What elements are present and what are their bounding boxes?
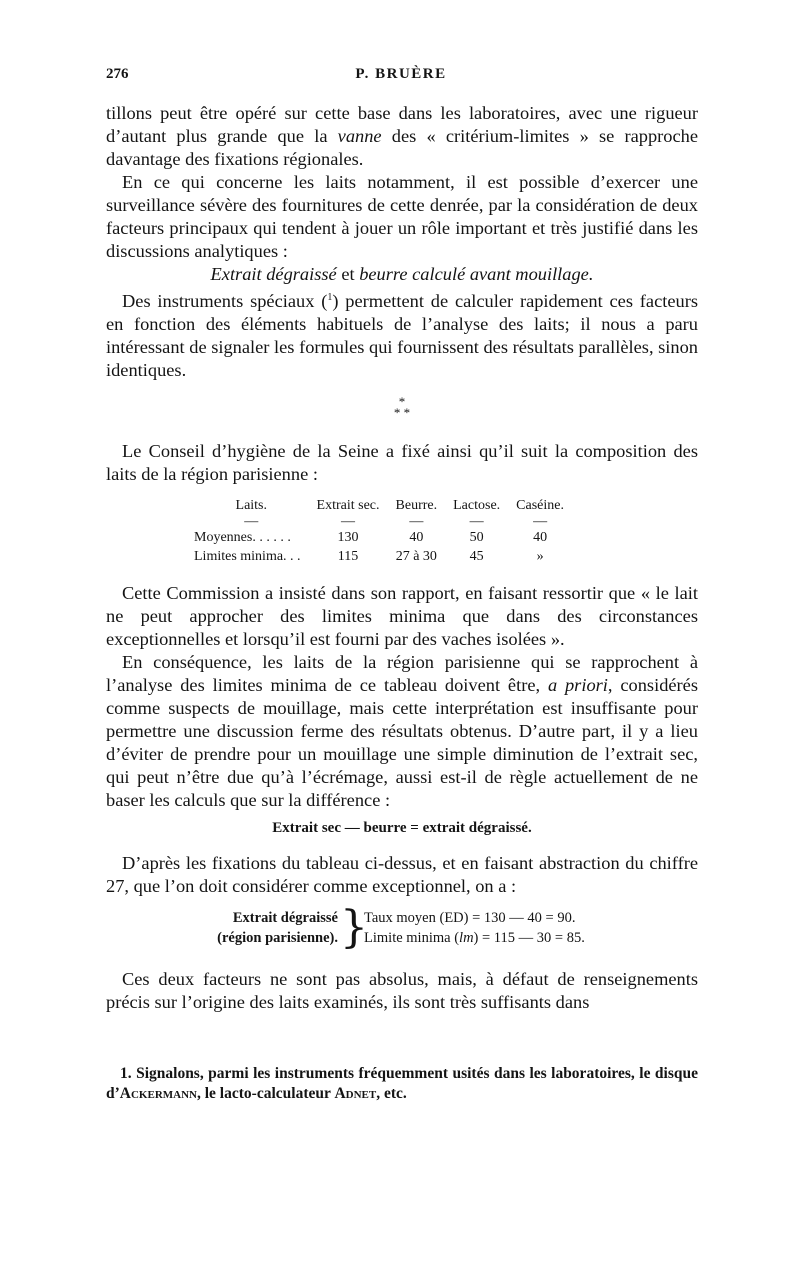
difference-formula: Extrait sec — beurre = extrait dégraissé. <box>272 820 532 837</box>
brace-right-line-2-em: lm <box>459 930 474 947</box>
paragraph-5: Cette Commission a insisté dans son rapport, en faisant ressortir que « le lait ne peut approcher des limites minima que dans des circonstances exceptionnelles et lorsqu’il est fourni par des vaches isolées ». <box>106 583 698 650</box>
footnote-name-ackermann: Ackermann <box>119 1085 197 1102</box>
dash: — <box>409 514 424 530</box>
table-header: Beurre. <box>395 498 438 514</box>
formula-et: et <box>336 264 360 284</box>
paragraph-6 <box>106 651 698 812</box>
dash: — <box>244 514 259 530</box>
formula-extrait: Extrait dégraissé <box>210 264 337 284</box>
table-header: Caséine. <box>516 498 564 514</box>
paragraph-1-end: des « critérium-limites » se rapproche davantage des fixations régionales. <box>106 126 698 169</box>
table-dash-row <box>194 516 572 528</box>
paragraph-3-end: ) permettent de calculer rapidement ces facteurs en fonction des éléments habituels de l’analyse des laits; il nous a paru intéressant de signaler les formules qui fournissent des résultats parallèles, sinon identiques. <box>106 291 698 381</box>
paragraph-4: Le Conseil d’hygiène de la Seine a fixé ainsi qu’il suit la composition des laits de la région parisienne : <box>106 441 698 485</box>
brace-left-labels <box>178 908 338 948</box>
brace-left-line-1: Extrait dégraissé <box>232 910 338 927</box>
brace-right-line-2-b: ) = 115 — 30 = 85. <box>473 930 585 947</box>
footnote <box>106 1064 698 1104</box>
paragraph-3 <box>106 286 698 382</box>
paragraph-1-emphasis: vanne <box>337 126 382 146</box>
footnote-number: 1. <box>120 1065 132 1082</box>
table-row <box>194 528 572 547</box>
paragraph-1-text: tillons peut être opéré sur cette base dans les laboratoires, avec une rigueur d’autant plus grande que la <box>106 103 698 146</box>
paragraph-6-emphasis: a priori <box>547 675 608 696</box>
footnote-text-c: , etc. <box>376 1085 407 1102</box>
footnote-name-adnet: Adnet <box>334 1085 377 1102</box>
table-cell: 40 <box>409 530 424 546</box>
table-cell: 130 <box>337 530 359 546</box>
paragraph-1 <box>106 102 698 171</box>
main-text <box>106 102 698 1014</box>
paragraph-6-b: , considérés comme suspects de mouillage, mais cette interprétation est insuffisante pour permettre une discussion ferme des résultats obtenus. D’autre part, il y a lieu d’éviter de prendre pour un mouillage une simple diminution de l’extrait sec, qui peut n’être due qu’à l’écrémage, aussi est-il de règle actuellement de ne baser les calculs que sur la différence : <box>106 675 698 811</box>
brace-right-line-1: Taux moyen (ED) = 130 — 40 = 90. <box>364 910 576 927</box>
brace-formula-block <box>106 902 698 954</box>
brace-right-line-2 <box>364 928 585 948</box>
paragraph-8: Ces deux facteurs ne sont pas absolus, mais, à défaut de renseignements précis sur l’origine des laits examinés, ils sont très suffisants dans <box>106 969 698 1013</box>
dash: — <box>469 514 484 530</box>
page-number: 276 <box>106 66 129 82</box>
running-header <box>106 66 696 90</box>
dash: — <box>533 514 548 530</box>
table-row <box>194 547 572 566</box>
table-cell: 50 <box>469 530 484 546</box>
table-header: Laits. <box>235 498 268 514</box>
section-asterism <box>106 394 698 421</box>
asterism-top: * <box>398 394 406 410</box>
footnote-text-b: , le lacto-calculateur <box>197 1085 335 1102</box>
table-cell: 45 <box>469 549 484 565</box>
dash: — <box>341 514 356 530</box>
footnote-ref: 1 <box>327 292 333 303</box>
formula-beurre: beurre calculé avant mouillage. <box>359 264 594 284</box>
paragraph-6-a: En conséquence, les laits de la région parisienne qui se rapprochent à l’analyse des limites minima de ce tableau doivent être, <box>106 652 698 696</box>
table-cell: 27 à 30 <box>395 549 437 565</box>
asterism-bottom: * * <box>393 405 411 421</box>
paragraph-3-start: Des instruments spéciaux ( <box>122 291 328 312</box>
table-cell: 40 <box>533 530 548 546</box>
milk-composition-table <box>194 498 572 566</box>
running-head-author: P. BRUÈRE <box>355 66 447 82</box>
table-header: Lactose. <box>453 498 501 514</box>
brace-right-values <box>364 908 585 948</box>
table-cell: » <box>536 549 544 565</box>
footnote-text-a: Signalons, parmi les instruments fréquemment usités dans les laboratoires, le disque d’ <box>106 1065 698 1102</box>
table-cell: 115 <box>337 549 359 565</box>
paragraph-7: D’après les fixations du tableau ci-dessus, et en faisant abstraction du chiffre 27, que l’on doit considérer comme exceptionnel, on a : <box>106 853 698 897</box>
curly-brace: } <box>340 902 368 954</box>
factors-formula <box>106 263 698 286</box>
paragraph-2: En ce qui concerne les laits notamment, il est possible d’exercer une surveillance sévère des fournitures de cette denrée, par la considération de deux facteurs principaux qui tendent à jouer un rôle important et très justifié dans les discussions analytiques : <box>106 172 698 261</box>
brace-right-line-2-a: Limite minima ( <box>364 930 460 947</box>
table-cell: Limites minima. . . <box>194 549 301 565</box>
table-header: Extrait sec. <box>316 498 380 514</box>
brace-left-line-2: (région parisienne). <box>217 930 338 947</box>
table-cell: Moyennes. . . . . . <box>194 530 291 546</box>
